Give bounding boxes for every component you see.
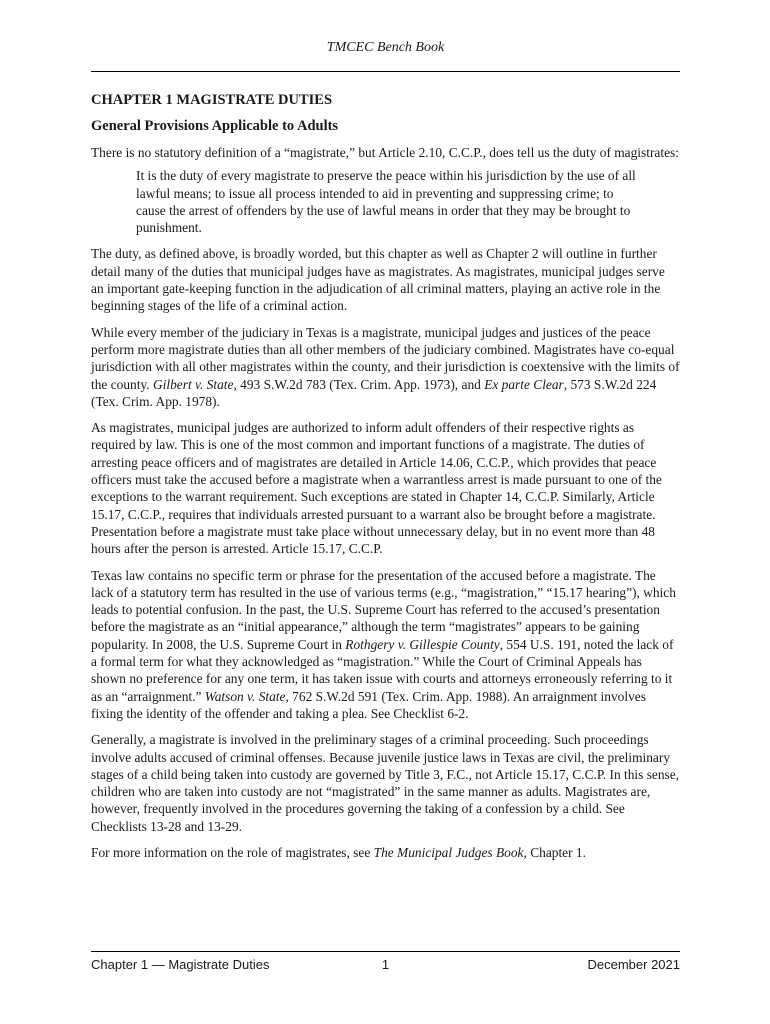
paragraph-juvenile: Generally, a magistrate is involved in the preliminary stages of a criminal proceeding. Such proceedings involve adults accused of criminal offenses. Because juvenile justice laws in Texas are civil, the preliminary stages of a child being taken into custody are governed by Title 3, F.C., not Article 15.17, C.C.P. In this sense, children who are taken into custody are not “magistrated” in the same manner as adults. Magistrates are, however, frequently involved in the procedures governing the taking of a confession by a child. See Checklists 13-28 and 13-29. (91, 732, 680, 834)
case-citation: Ex parte Clear (484, 376, 564, 392)
paragraph-gatekeeping: The duty, as defined above, is broadly worded, but this chapter as well as Chapter 2 will outline in further detail many of the duties that municipal judges have as magistrates. As magistrates, municipal judges serve an important gate-keeping function in the adjudication of all criminal matters, playing an active role in the beginning stages of the life of a criminal action. (91, 246, 665, 314)
text-run: , 493 S.W.2d 783 (Tex. Crim. App. 1973), and (233, 376, 485, 392)
header-divider (91, 71, 680, 72)
paragraph-rights: As magistrates, municipal judges are authorized to inform adult offenders of their respective rights as required by law. This is one of the most common and important functions of a magistrate. The duties of arresting peace officers and of magistrates are detailed in Article 14.06, C.C.P., which provides that peace officers must take the accused before a magistrate when a warrantless arrest is made pursuant to one of the exceptions to the warrant requirement. Such exceptions are stated in Chapter 14, C.C.P. Similarly, Article 15.17, C.C.P., requires that individuals arrested pursuant to a warrant also be brought before a magistrate. Presentation before a magistrate must take place without unnecessary delay, but in no event more than 48 hours after the person is arrested. Article 15.17, C.C.P. (91, 420, 662, 557)
page-number: 1 (381, 957, 390, 972)
paragraph-more-info (91, 844, 680, 861)
case-citation: Watson v. State (204, 688, 286, 704)
chapter-title: CHAPTER 1 MAGISTRATE DUTIES (91, 92, 333, 108)
footer-divider (91, 951, 680, 952)
page-body (91, 91, 680, 870)
text-run: , 554 U.S. 191, noted the lack of a formal term for what they acknowledged as “magistration.” While the Court of Criminal Appeals has shown no preference for any one term, it has taken issue with courts and attorneys erroneously referring to it as an “arraignment.” (91, 636, 674, 704)
paragraph-intro: There is no statutory definition of a “magistrate,” but Article 2.10, C.C.P., does tell us the duty of magistrates: (91, 145, 679, 160)
case-citation: Rothgery v. Gillespie County (345, 636, 500, 652)
text-run: For more information on the role of magistrates, see (91, 844, 374, 860)
text-run: While every member of the judiciary in Texas is a magistrate, municipal judges and justices of the peace perform more magistrate duties than all other members of the judiciary combined. Magistrates have co-equal jurisdiction with all other magistrates within the county, and their jurisdiction is coextensive with the limits of the county. (91, 324, 680, 392)
footer-date: December 2021 (587, 957, 680, 972)
section-title: General Provisions Applicable to Adults (91, 118, 339, 134)
book-title: The Municipal Judges Book (373, 844, 524, 860)
paragraph-terminology (91, 567, 680, 723)
case-citation: Gilbert v. State (152, 376, 234, 392)
text-run: Texas law contains no specific term or phrase for the presentation of the accused before a magistrate. The lack of a statutory term has resulted in the use of various terms (e.g., “magistration,” “15.17 hearing”), which leads to potential confusion. In the past, the U.S. Supreme Court has referred to the accused’s presentation before the magistrate as an “initial appearance,” although the term “magistrates” appears to be gaining popularity. In 2008, the U.S. Supreme Court in (91, 567, 676, 652)
running-header: TMCEC Bench Book (326, 40, 445, 55)
text-run: , 573 S.W.2d 224 (Tex. Crim. App. 1978). (91, 376, 657, 409)
text-run: , 762 S.W.2d 591 (Tex. Crim. App. 1988). An arraignment involves fixing the identity of the offender and taking a plea. See Checklist 6-2. (91, 688, 646, 721)
paragraph-jurisdiction (91, 324, 680, 410)
footer-chapter: Chapter 1 — Magistrate Duties (91, 957, 270, 972)
text-run: , Chapter 1. (523, 844, 586, 860)
block-quote: It is the duty of every magistrate to preserve the peace within his jurisdiction by the use of all lawful means; to issue all process intended to aid in preventing and suppressing crime; to cause the arrest of offenders by the use of lawful means in order that they may be brought to punishment. (136, 168, 636, 236)
